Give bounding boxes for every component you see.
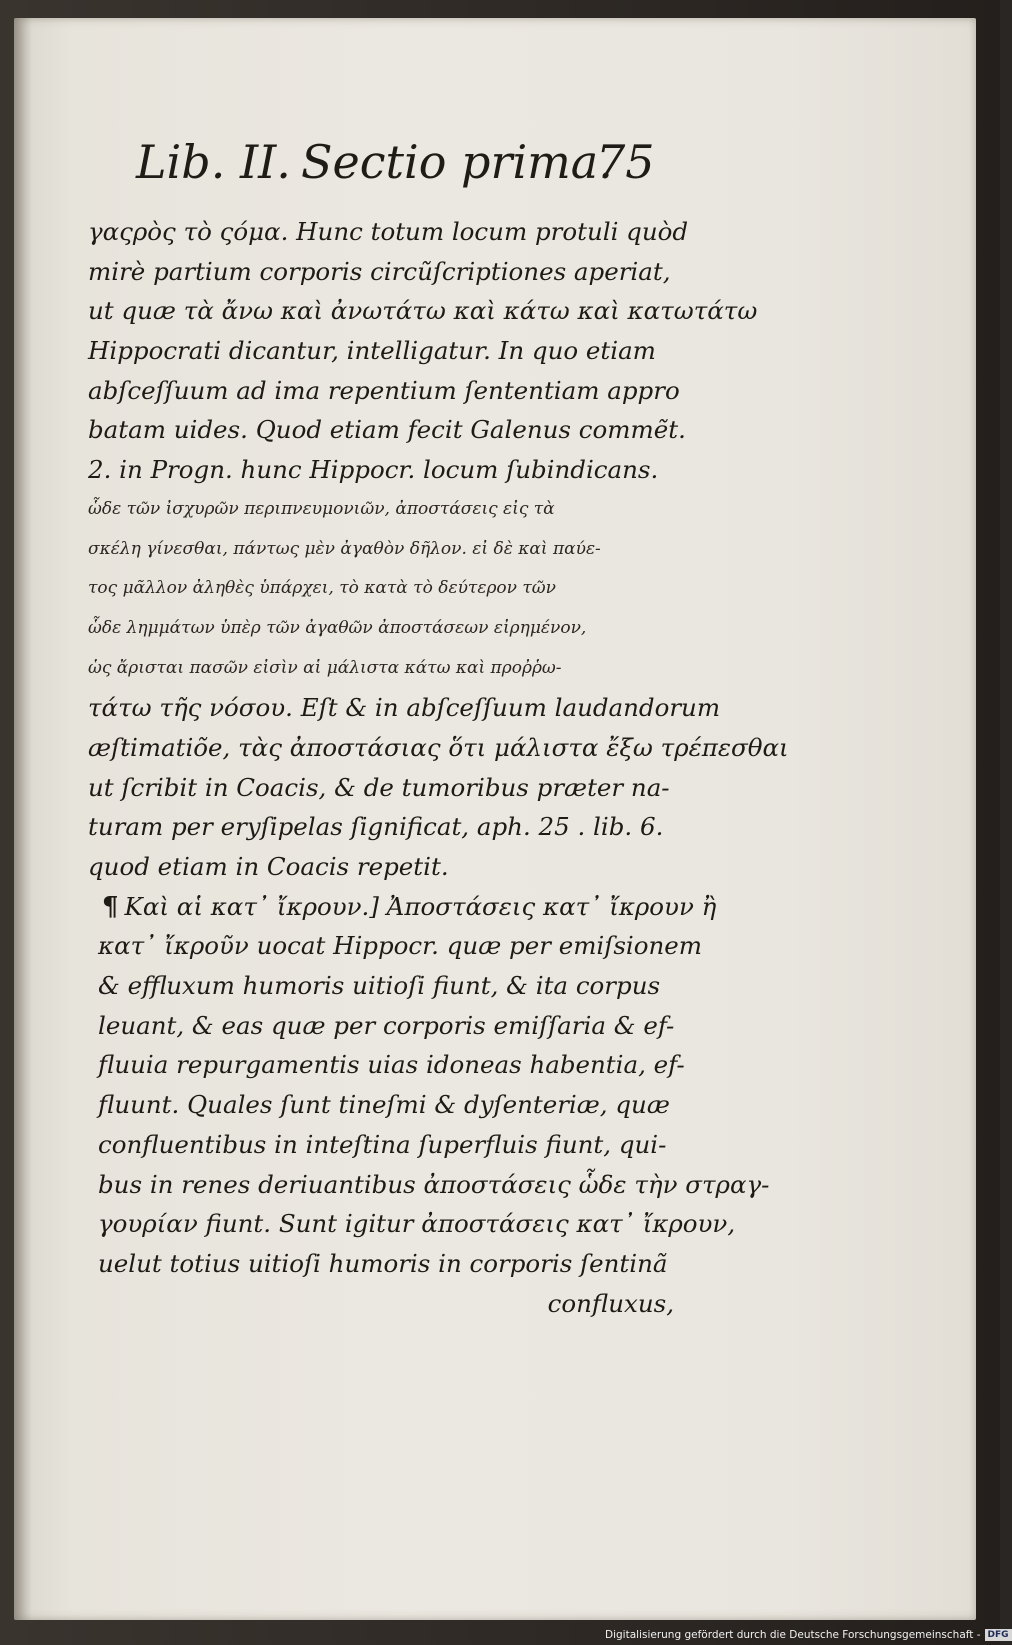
- text-line: uelut totius uitioſi humoris in corporis ſentinã: [98, 1248, 668, 1278]
- text-line: fluunt. Quales ſunt tineſmi & dyſenteriæ, quæ: [98, 1090, 670, 1120]
- text-line: confluentibus in inteſtina ſuperfluis fiunt, qui-: [98, 1129, 667, 1159]
- text-line: æſtimatiõe, τὰς ἀποστάσιας ὅτι μάλιστα ἔξω τρέπεσθαι: [88, 732, 789, 762]
- running-head: [136, 135, 666, 195]
- text-line: ut quæ τὰ ἄνω καὶ ἀνωτάτω καὶ κάτω καὶ κατωτάτω: [88, 296, 758, 326]
- catchword-line: confluxus,: [547, 1288, 674, 1318]
- text-line: batam uides. Quod etiam fecit Galenus commẽt.: [88, 415, 686, 445]
- text-line: bus in renes deriuantibus ἀποστάσεις ὧδε τὴν στραγ-: [98, 1169, 770, 1199]
- page-number: 75: [596, 135, 655, 189]
- text-line: 2. in Progn. hunc Hippocr. locum ſubindicans.: [88, 455, 659, 485]
- text-line: fluuia repurgamentis uias idoneas habentia, ef-: [98, 1050, 685, 1080]
- text-line: Καὶ αἱ κατ᾽ ἴκρουν.] Ἀποστάσεις κατ᾽ ἴκρουν ἢ: [124, 891, 717, 921]
- text-line: turam per eryſipelas ſignificat, aph. 25 . lib. 6.: [88, 812, 664, 842]
- text-line: Hippocrati dicantur, intelligatur. In quo etiam: [88, 336, 656, 366]
- text-line: abſceſſuum ad ima repentium ſententiam appro: [88, 375, 680, 405]
- text-line: & effluxum humoris uitioſi fiunt, & ita corpus: [98, 971, 661, 1001]
- greek-text-line: ὧδε λημμάτων ὑπὲρ τῶν ἀγαθῶν ἀποστάσεων εἰρημένον,: [88, 617, 587, 638]
- page-gutter-shadow: [14, 18, 32, 1620]
- text-line: τάτω τῆς νόσου. Eſt & in abſceſſuum laudandorum: [88, 693, 721, 723]
- running-head-book: Lib. II.: [136, 135, 291, 189]
- credit-text: Digitalisierung gefördert durch die Deutsche Forschungsgemeinschaft -: [605, 1629, 981, 1641]
- greek-text-line: τος μᾶλλον ἀληθὲς ὑπάρχει, τὸ κατὰ τὸ δεύτερον τῶν: [88, 578, 557, 599]
- text-line: γουρίαν fiunt. Sunt igitur ἀποστάσεις κατ᾽ ἴκρουν,: [98, 1209, 736, 1239]
- dfg-logo: DFG: [985, 1629, 1012, 1641]
- text-line: leuant, & eas quæ per corporis emiſſaria & ef-: [98, 1010, 675, 1040]
- greek-text-line: ὡς ἄρισται πασῶν εἰσὶν αἱ μάλιστα κάτω καὶ προῤῥω-: [88, 657, 562, 678]
- text-line: quod etiam in Coacis repetit.: [88, 852, 449, 881]
- digitization-credit: [605, 1628, 1009, 1642]
- text-line: mirè partium corporis circũſcriptiones aperiat,: [88, 256, 671, 286]
- paragraph-mark: ¶: [102, 891, 119, 922]
- greek-text-line: ὧδε τῶν ἰσχυρῶν περιπνευμονιῶν, ἀποστάσεις εἰς τὰ: [88, 498, 555, 519]
- running-head-section: Sectio prima.: [301, 135, 613, 189]
- text-line: γαςρὸς τὸ ςόμα. Hunc totum locum protuli quòd: [88, 217, 689, 246]
- greek-text-line: σκέλη γίνεσθαι, πάντως μὲν ἀγαθὸν δῆλον. εἰ δὲ καὶ παύε-: [88, 538, 601, 559]
- body-text: [88, 212, 789, 1323]
- paragraph-start-line: [88, 887, 717, 927]
- text-line: κατ᾽ ἴκροῦν uocat Hippocr. quæ per emiſsionem: [98, 931, 702, 961]
- text-line: ut ſcribit in Coacis, & de tumoribus præter na-: [88, 772, 670, 802]
